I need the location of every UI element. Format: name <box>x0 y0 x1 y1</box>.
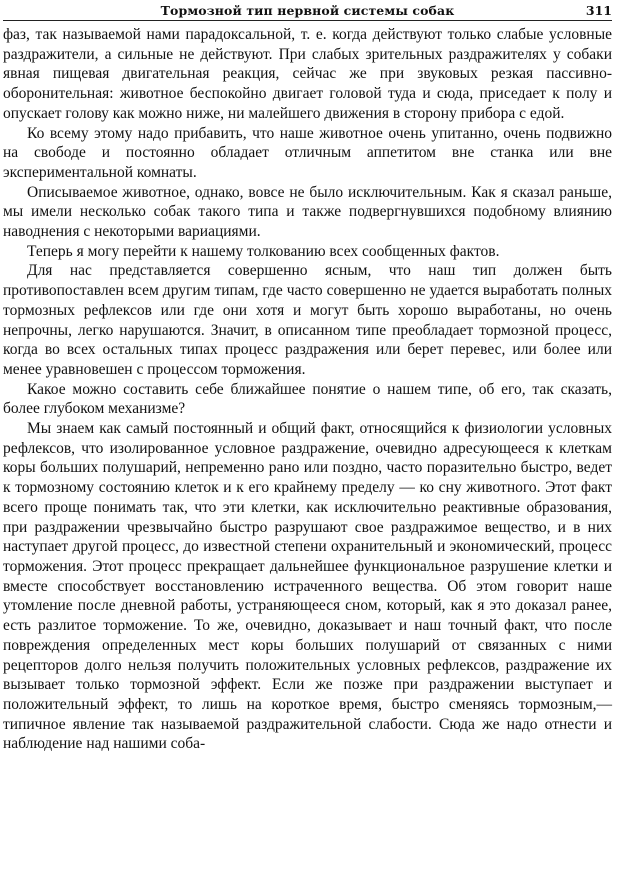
running-title: Тормозной тип нервной системы собак <box>160 3 455 18</box>
paragraph: Для нас представляется совершенно ясным, что наш тип должен быть противопоставлен всем другим типам, где часто совершенно не удается выработать полных тормозных рефлексов или где они хотя и могут быть хорошо выработаны, но очень непрочны, легко нарушаются. Значит, в описанном типе преобладает тормозной процесс, когда во всех остальных типах процесс раздражения или берет перевес, или более или менее уравновешен с процессом торможения. <box>3 262 612 378</box>
paragraph: Мы знаем как самый постоянный и общий факт, относящийся к физиологии условных рефлексов, что изолированное условное раздражение, очевидно адресующееся к клеткам коры больших полушарий, непременно рано или поздно, часто поразительно быстро, ведет к тормозному состоянию клеток и к его крайнему пределу — ко сну животного. Этот факт всего проще понимать так, что эти клетки, как исключительно реактивные образования, при раздражении чрезвычайно быстро разрушают свое раздражимое вещество, и в них наступает другой процесс, до известной степени охранительный и экономический, процесс торможения. Этот процесс прекращает дальнейшее функциональное разрушение клетки и вместе способствует восстановлению истраченного вещества. Об этом говорит наше утомление после дневной работы, устраняющееся сном, который, как я это доказал ранее, есть разлитое торможение. То же, очевидно, доказывает и наш точный факт, что после повреждения определенных мест коры больших полушарий от связанных с ними рецепторов долго нельзя получить положительных условных рефлексов, раздражение их вызывает только тормозной эффект. Если же позже при раздражении выступает и положительный эффект, то лишь на короткое время, быстро сменяясь тормозным,— типичное явление так называемой раздражительной слабости. Сюда же надо отнести и наблюдение над нашими соба- <box>3 420 612 753</box>
paragraph-continued: фаз, так называемой нами парадоксальной, т. е. когда действуют только слабые условные раздражители, а сильные не действуют. При слабых зрительных раздражителях у собаки явная пищевая двигательная реакция, сейчас же при звуковых резкая пассивно-оборонительная: животное беспокойно двигает головой туда и сюда, приседает к полу и опускает голову как можно ниже, ни малейшего движения в сторону прибора с едой. <box>3 26 612 122</box>
page-number: 311 <box>585 3 612 18</box>
paragraph: Ко всему этому надо прибавить, что наше животное очень упитанно, очень подвижно на свободе и постоянно обладает отличным аппетитом вне станка или вне экспериментальной комнаты. <box>3 124 612 181</box>
paragraph: Описываемое животное, однако, вовсе не было исключительным. Как я сказал раньше, мы имели несколько собак такого типа и также подвергнувшихся подобному влиянию наводнения с некоторыми вариациями. <box>3 183 612 241</box>
running-head <box>3 0 612 21</box>
paragraph: Теперь я могу перейти к нашему толкованию всех сообщенных фактов. <box>27 242 500 260</box>
body-text <box>3 25 612 754</box>
paragraph: Какое можно составить себе ближайшее понятие о нашем типе, об его, так сказать, более глубоком механизме? <box>3 380 612 418</box>
